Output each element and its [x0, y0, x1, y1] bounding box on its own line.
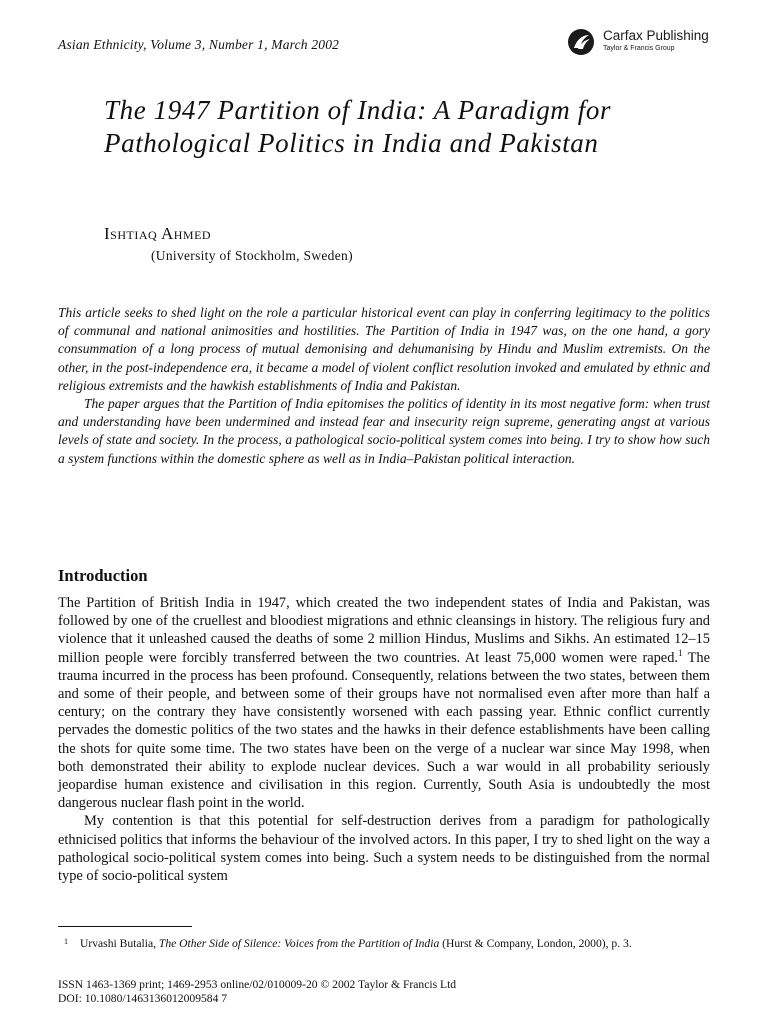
doi-line: DOI: 10.1080/1463136012009584 7 — [58, 992, 228, 1005]
footnote-author: Urvashi Butalia, — [80, 937, 159, 950]
intro-paragraph-1-part-b: The trauma incurred in the process has been profound. Consequently, relations between the two states, between them and some of their people, and between some of their groups have not normalised even after more than half a century; on the contrary they have consistently worsened with each passing year. Ethnic conflict currently pervades the domestic politics of the two states and the hawks in their defence establishments have been calling the shots for quite some time. The two states have been on the verge of a nuclear war since May 1998, when both demonstrated their ability to explode nuclear devices. Such a war would in all probability seriously jeopardise human existence and civilisation in this region. Currently, South Asia is undoubtedly the most dangerous nuclear flash point in the world. — [58, 649, 710, 812]
author-name: Ishtiaq Ahmed — [104, 224, 212, 243]
abstract — [58, 304, 710, 468]
publisher-group: Taylor & Francis Group — [603, 45, 675, 52]
footnote-book-title: The Other Side of Silence: Voices from the Partition of India — [158, 937, 440, 950]
intro-paragraph-2: My contention is that this potential for self-destruction derives from a paradigm for pathologically ethnicised politics that informs the behaviour of the involved actors. In this paper, I try to shed light on the way a pathological socio-political system comes into being. Such a system needs to be distinguished from the normal type of socio-political system — [58, 813, 710, 885]
issn-line: ISSN 1463-1369 print; 1469-2953 online/02/010009-20 © 2002 Taylor & Francis Ltd — [58, 978, 457, 991]
intro-paragraph-1 — [58, 594, 710, 812]
abstract-paragraph-1: This article seeks to shed light on the role a particular historical event can play in conferring legitimacy to the politics of communal and national animosities and hostilities. The Partition of India in 1947 was, on the one hand, a gory consummation of a long process of mutual demonising and dehumanising by Hindu and Muslim extremists. On the other, in the post-independence era, it became a model of violent conflict resolution invoked and emulated by ethnic and religious extremists and the hawkish establishments of India and Pakistan. — [58, 305, 710, 393]
abstract-paragraph-2: The paper argues that the Partition of India epitomises the politics of identity in its most negative form: when trust and understanding have been undermined and instead fear and insecurity reign supreme, generating angst at various levels of state and society. In the process, a pathological socio-political system comes into being. I try to show how such a system functions within the domestic sphere as well as in India–Pakistan political interaction. — [58, 396, 710, 466]
intro-paragraph-1-part-a: The Partition of British India in 1947, which created the two independent states of India and Pakistan, was followed by one of the cruellest and bloodiest migrations and ethnic cleansings in history. The religious fury and violence that it unleashed caused the deaths of some 2 million Hindus, Muslims and Sikhs. An estimated 12–15 million people were forcibly transferred between the two countries. At least 75,000 women were raped. — [58, 595, 710, 666]
section-heading-introduction: Introduction — [58, 566, 148, 585]
footnote-mark: 1 — [64, 937, 68, 946]
body-text — [58, 594, 710, 885]
carfax-logo-icon — [568, 29, 594, 55]
footnote-rule — [58, 926, 192, 927]
footnote-text — [80, 937, 710, 951]
footnote-1 — [58, 937, 710, 951]
author-affiliation: (University of Stockholm, Sweden) — [151, 248, 353, 263]
footnote-publisher: (Hurst & Company, London, 2000), p. 3. — [439, 937, 632, 950]
publisher-name: Carfax Publishing — [603, 28, 709, 43]
publisher-logo — [568, 27, 728, 57]
journal-citation: Asian Ethnicity, Volume 3, Number 1, March 2002 — [58, 37, 340, 52]
footnote-reference-1[interactable]: 1 — [678, 647, 683, 658]
imprint — [58, 978, 456, 1006]
article-title: The 1947 Partition of India: A Paradigm for Pathological Politics in India and Pakistan — [104, 95, 612, 158]
